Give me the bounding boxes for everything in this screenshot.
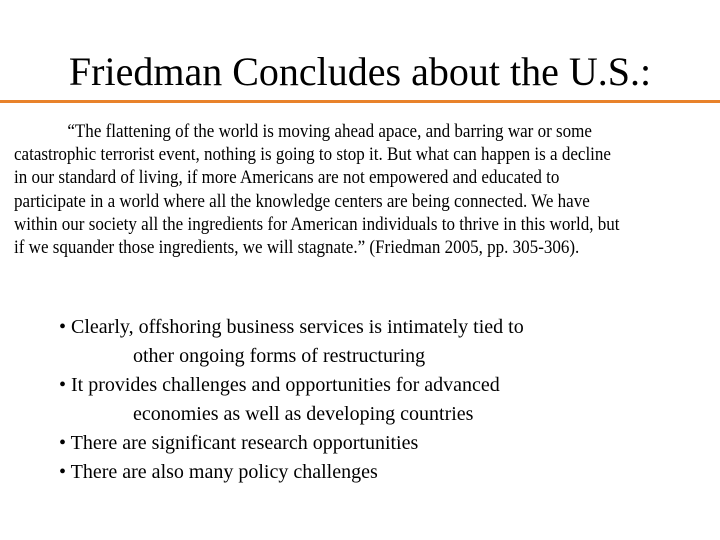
bullet-item bbox=[59, 429, 679, 458]
quote-line: catastrophic terrorist event, nothing is going to stop it. But what can happen is a decline bbox=[14, 145, 611, 166]
quote-line: “The flattening of the world is moving ahead apace, and barring war or some bbox=[67, 122, 592, 142]
title-divider bbox=[0, 100, 720, 103]
quote-line: if we squander those ingredients, we will stagnate.” (Friedman 2005, pp. 305-306). bbox=[14, 238, 580, 259]
bullet-continuation: economies as well as developing countries bbox=[133, 403, 474, 425]
bullet-item bbox=[59, 313, 679, 371]
quote-line: in our standard of living, if more Americans are not empowered and educated to bbox=[14, 168, 560, 189]
friedman-quote bbox=[14, 121, 658, 260]
bullet-text: • It provides challenges and opportunities for advanced bbox=[59, 374, 500, 396]
bullet-text: • There are significant research opportunities bbox=[59, 432, 419, 454]
bullet-list bbox=[59, 313, 679, 487]
bullet-item bbox=[59, 458, 679, 487]
bullet-text: • There are also many policy challenges bbox=[59, 461, 378, 483]
quote-line: participate in a world where all the knowledge centers are being connected. We have bbox=[14, 191, 590, 212]
bullet-continuation: other ongoing forms of restructuring bbox=[133, 345, 426, 367]
bullet-text: • Clearly, offshoring business services is intimately tied to bbox=[59, 316, 524, 338]
slide-title: Friedman Concludes about the U.S.: bbox=[68, 49, 652, 94]
quote-line: within our society all the ingredients for American individuals to thrive in this world, but bbox=[14, 214, 620, 235]
bullet-item bbox=[59, 371, 679, 429]
